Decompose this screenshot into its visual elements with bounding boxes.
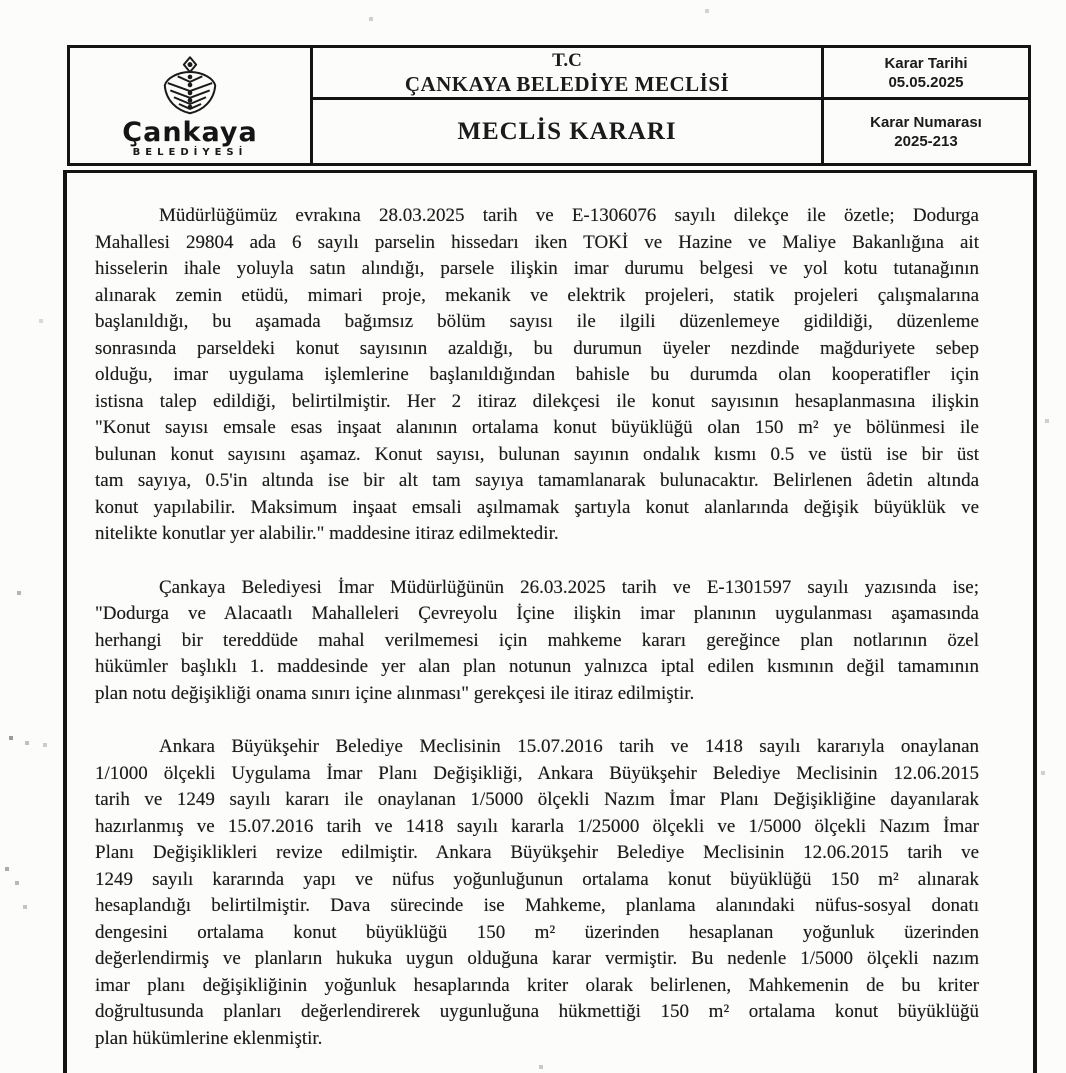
document-frame bbox=[63, 170, 1037, 1073]
text-line: Müdürlüğümüz evrakına 28.03.2025 tarih ve E-1306076 sayılı dilekçe ile özetle; Dodurga bbox=[159, 205, 979, 226]
document-title: MECLİS KARARI bbox=[457, 117, 677, 145]
state-title: T.C bbox=[552, 49, 582, 71]
text-line: hazırlanmış ve 15.07.2016 tarih ve 1418 sayılı kararla 1/25000 ölçekli ve 1/5000 ölçekli Nazım İmar bbox=[95, 815, 979, 837]
decision-number-cell bbox=[824, 100, 1028, 163]
text-line: konut yapılabilir. Maksimum inşaat emsali aşılmamak şartıyla konut alanlarında değişik büyüklük ve bbox=[95, 496, 979, 518]
text-line: imar planı değişikliğinin yoğunluk hesaplarında kriter olarak belirlenen, Mahkemenin de bu kriter bbox=[95, 974, 979, 996]
decision-number-label: Karar Numarası bbox=[870, 113, 982, 131]
text-line: hükümler başlıklı 1. maddesinde yer alan plan notunun yalnızca iptal edilen kısmının değil tamamının bbox=[95, 656, 979, 677]
text-line: başlanıldığı, bu aşamada bağımsız bölüm sayısı ile ilgili düzenlemeye gidildiği, düzenleme bbox=[95, 311, 979, 332]
text-line: herhangi bir tereddüde mahal verilmemesi için mahkeme kararı gereğince plan notlarının özel bbox=[95, 629, 979, 651]
text-line: tam sayıya, 0.5'in altında ise bir alt tam sayıya tamamlanarak bulunacaktır. Belirlenen âdetin altında bbox=[95, 470, 979, 491]
paragraph bbox=[95, 575, 979, 708]
header-table bbox=[67, 45, 1031, 166]
municipality-logo-cell bbox=[70, 48, 313, 163]
text-line: 1249 sayılı kararında yapı ve nüfus yoğunluğunun ortalama konut büyüklüğü 150 m² alınarak bbox=[95, 868, 979, 890]
text-line: 1/1000 ölçekli Uygulama İmar Planı Değişikliği, Ankara Büyükşehir Belediye Meclisinin 12.06.2015 bbox=[95, 762, 979, 784]
state-council-title-cell bbox=[313, 48, 821, 100]
header-title-column bbox=[313, 48, 821, 163]
text-line: Planı Değişiklikleri revize edilmiştir. Ankara Büyükşehir Belediye Meclisinin 12.06.2015 tarih ve bbox=[95, 842, 979, 863]
decision-date-label: Karar Tarihi bbox=[884, 54, 968, 72]
text-line: olduğu, imar uygulama işlemlerine başlanıldığından bahisle bu durumda olan kooperatifler için bbox=[95, 364, 979, 385]
text-line: dengesini ortalama konut büyüklüğü 150 m² üzerinden hesaplanan yoğunluk üzerinden bbox=[95, 921, 979, 943]
text-line: alınarak zemin etüdü, mimari proje, mekanik ve elektrik projeleri, statik projeleri çalışmalarına bbox=[95, 284, 979, 306]
text-line: tarih ve 1249 sayılı kararı ile onaylanan 1/5000 ölçekli Nazım İmar Planı Değişikliğine dayanılarak bbox=[95, 789, 979, 810]
scan-noise bbox=[0, 0, 2, 2]
decision-date-value: 05.05.2025 bbox=[888, 73, 964, 91]
text-line: plan hükümlerine eklenmiştir. bbox=[95, 1027, 323, 1049]
paragraph bbox=[95, 203, 979, 548]
text-line: istisna talep edildiği, belirtilmiştir. Her 2 itiraz dilekçesi ile konut sayısının hesaplanmasına ilişkin bbox=[95, 390, 979, 412]
decision-date-cell bbox=[824, 48, 1028, 100]
decision-meta-column bbox=[821, 48, 1028, 163]
text-line: Çankaya Belediyesi İmar Müdürlüğünün 26.03.2025 tarih ve E-1301597 sayılı yazısında ise; bbox=[159, 576, 979, 598]
cankaya-leaf-emblem-icon bbox=[157, 56, 223, 120]
text-line: Ankara Büyükşehir Belediye Meclisinin 15.07.2016 tarih ve 1418 sayılı kararıyla onaylanan bbox=[159, 736, 979, 757]
text-line: sonrasında parseldeki konut sayısının azaldığı, bu durumun üyeler nezdinde mağduriyete sebep bbox=[95, 337, 979, 359]
text-line: doğrultusunda planları değerlendirerek uygunluğuna hükmettiği 150 m² ortalama konut büyüklüğü bbox=[95, 1001, 979, 1022]
text-line: nitelikte konutlar yer alabilir." maddesine itiraz edilmektedir. bbox=[95, 523, 559, 544]
paragraph bbox=[95, 734, 979, 1052]
text-line: değerlendirmiş ve planların hukuka uygun olduğuna karar vermiştir. Bu nedenle 1/5000 ölçekli nazım bbox=[95, 948, 979, 969]
text-line: "Dodurga ve Alacaatlı Mahalleleri Çevreyolu İçine ilişkin imar planının uygulanması aşamasında bbox=[95, 603, 979, 624]
text-line: "Konut sayısı emsale esas inşaat alanının ortalama konut büyüklüğü olan 150 m² ye bölünmesi ile bbox=[95, 417, 979, 438]
logo-wordmark: Çankaya bbox=[122, 116, 258, 148]
decision-number-value: 2025-213 bbox=[894, 132, 958, 150]
text-line: plan notu değişikliği onama sınırı içine alınması" gerekçesi ile itiraz edilmiştir. bbox=[95, 682, 695, 704]
document-body bbox=[95, 203, 979, 1052]
document-title-cell bbox=[313, 100, 821, 163]
logo-subtitle: BELEDİYESİ bbox=[132, 146, 248, 158]
text-line: bulunan konut sayısını aşamaz. Konut sayısı, bulunan sayının ondalık kısmı 0.5 ve üstü ise bir üst bbox=[95, 443, 979, 465]
text-line: hisselerin ihale yoluyla satın alındığı, parsele ilişkin imar durumu belgesi ve yol kotu tutanağının bbox=[95, 258, 979, 279]
text-line: Mahallesi 29804 ada 6 sayılı parselin hissedarı iken TOKİ ve Hazine ve Maliye Bakanlığına ait bbox=[95, 231, 979, 253]
text-line: hesaplandığı belirtilmiştir. Dava sürecinde ise Mahkeme, planlama alanındaki nüfus-sosyal donatı bbox=[95, 895, 979, 916]
council-title: ÇANKAYA BELEDİYE MECLİSİ bbox=[404, 71, 730, 96]
